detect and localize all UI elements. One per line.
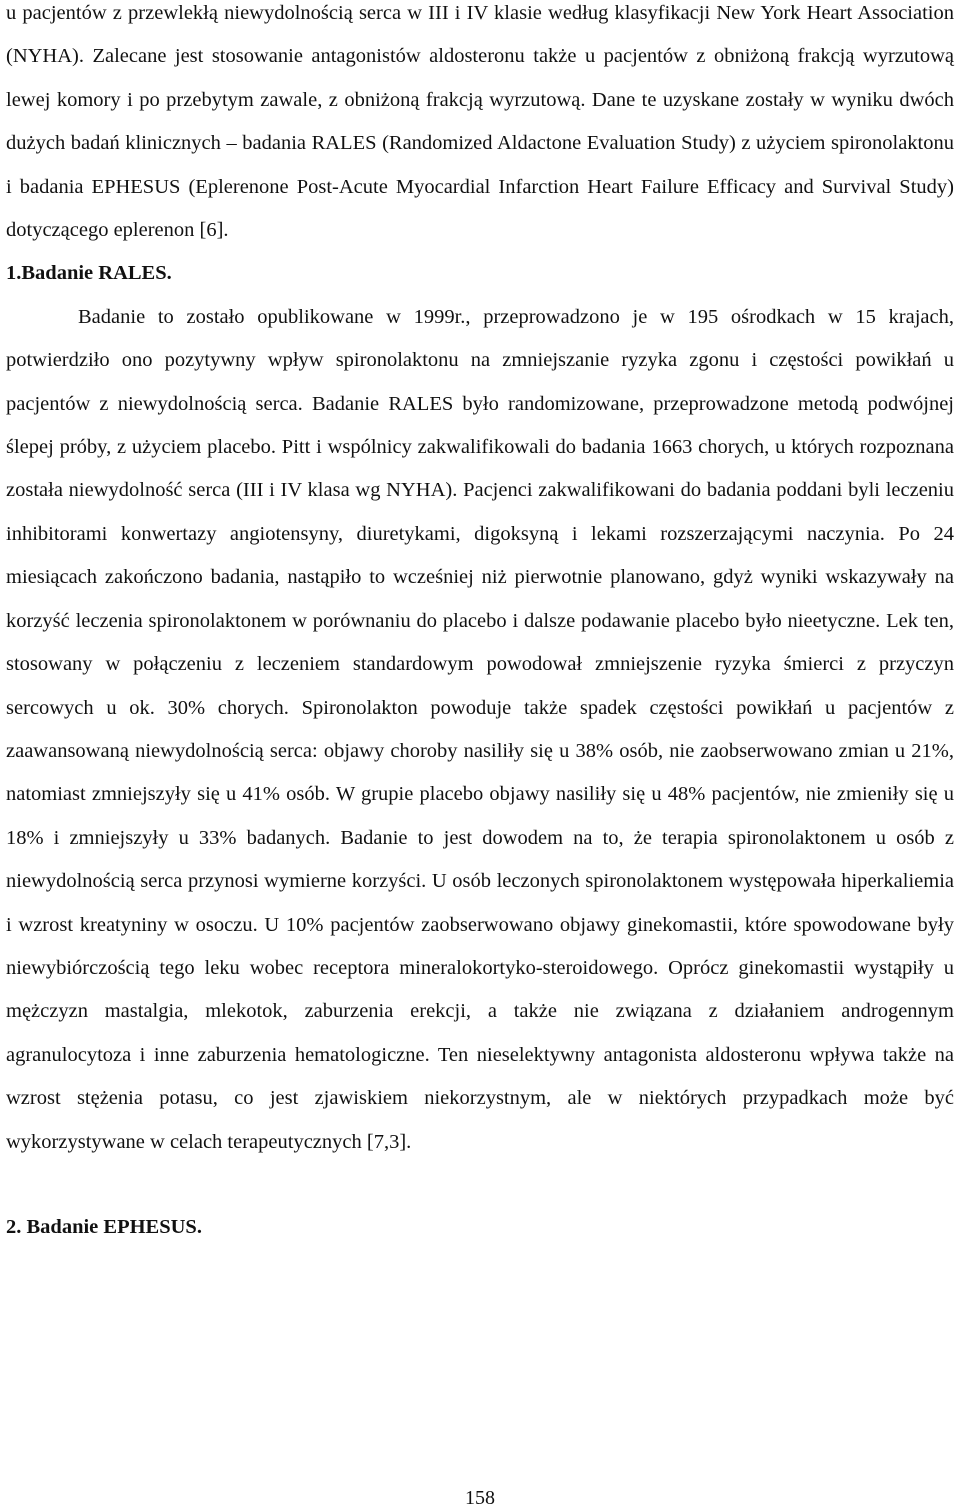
page-number: 158 (465, 1487, 495, 1509)
section-heading-rales: 1.Badanie RALES. (6, 262, 172, 285)
rales-paragraph: Badanie to zostało opublikowane w 1999r., przeprowadzono je w 195 ośrodkach w 15 krajach, potwierdziło ono pozytywny wpływ spironolaktonu na zmniejszanie ryzyka zgonu i częstości powikłań u pacjentów z niewydolnością serca. Badanie RALES było randomizowane, przeprowadzone metodą podwójnej ślepej próby, z użyciem placebo. Pitt i wspólnicy zakwalifikowali do badania 1663 chorych, u których rozpoznana została niewydolność serca (III i IV klasa wg NYHA). Pacjenci zakwalifikowani do badania poddani byli leczeniu inhibitorami konwertazy angiotensyny, diuretykami, digoksyną i lekami rozszerzającymi naczynia. Po 24 miesiącach zakończono badania, nastąpiło to wcześniej niż pierwotnie planowano, gdyż wyniki wskazywały na korzyść leczenia spironolaktonem w porównaniu do placebo i dalsze podawanie placebo było nieetyczne. Lek ten, stosowany w połączeniu z leczeniem standardowym powodował zmniejszenie ryzyka śmierci z przyczyn sercowych u ok. 30% chorych. Spironolakton powoduje także spadek częstości powikłań u pacjentów z zaawansowaną niewydolnością serca: objawy choroby nasiliły się u 38% osób, nie zaobserwowano zmian u 21%, natomiast zmniejszyły się u 41% osób. W grupie placebo objawy nasiliły się u 48% pacjentów, nie zmieniły się u 18% i zmniejszyły u 33% badanych. Badanie to jest dowodem na to, że terapia spironolaktonem u osób z niewydolnością serca przynosi wymierne korzyści. U osób leczonych spironolaktonem występowała hiperkaliemia i wzrost kreatyniny w osoczu. U 10% pacjentów zaobserwowano objawy ginekomastii, które spowodowane były niewybiórczością tego leku wobec receptora mineralokortyko-steroidowego. Oprócz ginekomastii wystąpiły u mężczyzn mastalgia, mlekotok, zaburzenia erekcji, a także nie związana z działaniem androgennym agranulocytoza i inne zaburzenia hematologiczne. Ten nieselektywny antagonista aldosteronu wpływa także na wzrost stężenia potasu, co jest zjawiskiem niekorzystnym, ale w niektórych przypadkach może być wykorzystywane w celach terapeutycznych [7,3]. (6, 305, 954, 1153)
document-page (6, 0, 954, 1512)
section-heading-ephesus: 2. Badanie EPHESUS. (6, 1215, 202, 1238)
intro-paragraph: u pacjentów z przewlekłą niewydolnością serca w III i IV klasie według klasyfikacji New York Heart Association (NYHA). Zalecane jest stosowanie antagonistów aldosteronu także u pacjentów z obniżoną frakcją wyrzutową lewej komory i po przebytym zawale, z obniżoną frakcją wyrzutową. Dane te uzyskane zostały w wyniku dwóch dużych badań klinicznych – badania RALES (Randomized Aldactone Evaluation Study) z użyciem spironolaktonu i badania EPHESUS (Eplerenone Post-Acute Myocardial Infarction Heart Failure Efficacy and Survival Study) dotyczącego eplerenon [6]. (6, 2, 954, 242)
